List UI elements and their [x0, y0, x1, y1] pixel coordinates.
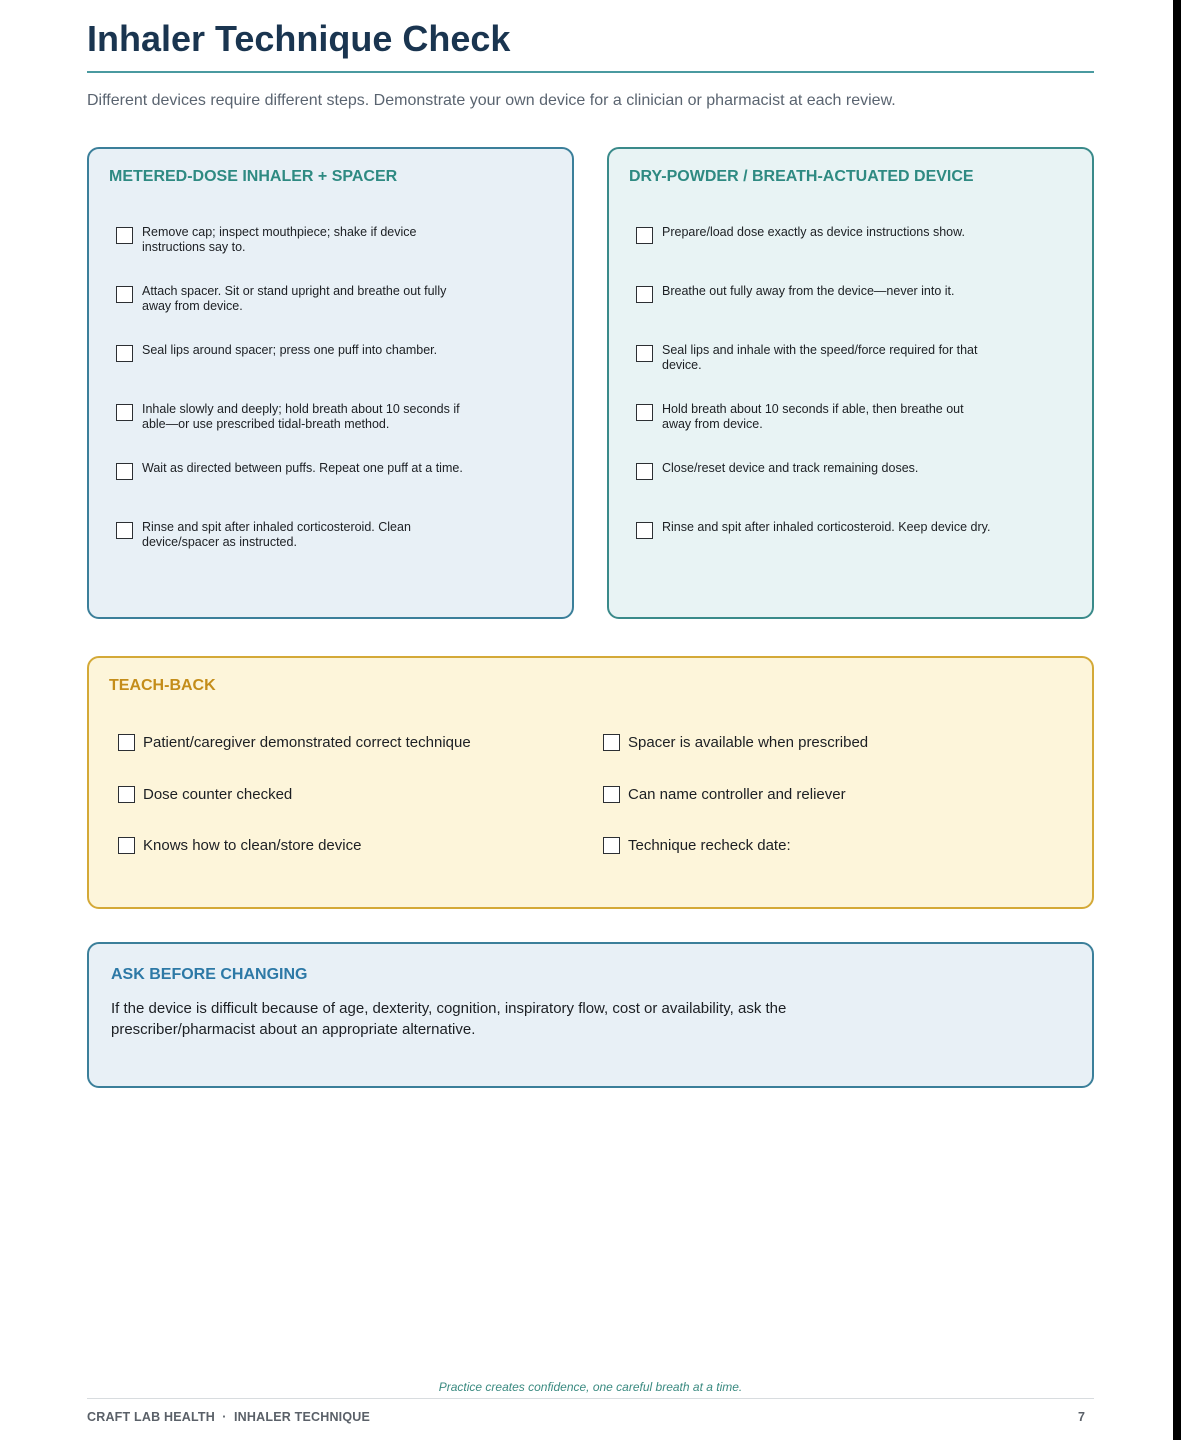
step-text: Inhale slowly and deeply; hold breath about 10 seconds if able—or use prescribed tidal-breath method. — [142, 402, 460, 431]
dry-powder-card — [607, 147, 1094, 619]
teach-back-item[interactable] — [603, 837, 791, 854]
teach-back-label: Spacer is available when prescribed — [628, 734, 869, 751]
step-text: Prepare/load dose exactly as device instructions show. — [662, 225, 965, 239]
teach-back-item[interactable] — [118, 786, 292, 803]
step-text: Attach spacer. Sit or stand upright and breathe out fully away from device. — [142, 284, 447, 313]
dry-powder-title: DRY-POWDER / BREATH-ACTUATED DEVICE — [629, 168, 974, 185]
teach-back-title: TEACH-BACK — [109, 677, 216, 694]
dry-powder-step[interactable] — [636, 520, 1076, 539]
step-text: Breathe out fully away from the device—never into it. — [662, 284, 955, 298]
footer-brand: CRAFT LAB HEALTH · INHALER TECHNIQUE — [87, 1410, 371, 1424]
metered-dose-step[interactable] — [116, 225, 556, 255]
step-text: Hold breath about 10 seconds if able, then breathe out away from device. — [662, 402, 964, 431]
checkbox[interactable] — [118, 734, 135, 751]
checkbox[interactable] — [116, 404, 133, 421]
checkbox[interactable] — [116, 522, 133, 539]
step-text: Wait as directed between puffs. Repeat one puff at a time. — [142, 461, 463, 475]
teach-back-label: Knows how to clean/store device — [143, 837, 362, 854]
step-text: Seal lips and inhale with the speed/force required for that device. — [662, 343, 978, 372]
ask-before-changing-card — [87, 942, 1094, 1088]
teach-back-label: Can name controller and reliever — [628, 786, 846, 803]
checkbox[interactable] — [636, 522, 653, 539]
metered-dose-step[interactable] — [116, 520, 556, 550]
step-text: Rinse and spit after inhaled corticosteroid. Keep device dry. — [662, 520, 991, 534]
ask-body: If the device is difficult because of age, dexterity, cognition, inspiratory flow, cost or availability, ask the prescriber/pharmacist about an appropriate alternative. — [111, 1000, 787, 1038]
checkbox[interactable] — [118, 786, 135, 803]
teach-back-label: Dose counter checked — [143, 786, 293, 803]
checkbox[interactable] — [603, 786, 620, 803]
metered-dose-step[interactable] — [116, 402, 556, 432]
checkbox[interactable] — [603, 734, 620, 751]
step-text: Seal lips around spacer; press one puff into chamber. — [142, 343, 438, 357]
checkbox[interactable] — [116, 227, 133, 244]
metered-dose-step[interactable] — [116, 343, 556, 362]
dry-powder-step[interactable] — [636, 343, 1076, 373]
checkbox[interactable] — [116, 286, 133, 303]
teach-back-label: Technique recheck date: — [628, 837, 791, 854]
step-text: Close/reset device and track remaining doses. — [662, 461, 919, 475]
page-number: 7 — [1078, 1410, 1085, 1424]
checkbox[interactable] — [116, 463, 133, 480]
step-text: Rinse and spit after inhaled corticosteroid. Clean device/spacer as instructed. — [142, 520, 411, 549]
footer-tagline: Practice creates confidence, one careful breath at a time. — [438, 1380, 743, 1394]
dry-powder-step[interactable] — [636, 402, 1076, 432]
intro-text: Different devices require different steps. Demonstrate your own device for a clinician or pharmacist at each review. — [87, 92, 896, 109]
checkbox[interactable] — [636, 463, 653, 480]
step-text: Remove cap; inspect mouthpiece; shake if device instructions say to. — [142, 225, 417, 254]
dry-powder-step[interactable] — [636, 225, 1076, 244]
metered-dose-step[interactable] — [116, 461, 556, 480]
teach-back-card — [87, 656, 1094, 909]
checkbox[interactable] — [118, 837, 135, 854]
title-divider — [87, 71, 1094, 73]
dry-powder-step[interactable] — [636, 461, 1076, 480]
teach-back-label: Patient/caregiver demonstrated correct technique — [143, 734, 471, 751]
checkbox[interactable] — [636, 227, 653, 244]
checkbox[interactable] — [636, 404, 653, 421]
page-title: Inhaler Technique Check — [87, 18, 511, 59]
checkbox[interactable] — [636, 345, 653, 362]
teach-back-item[interactable] — [603, 786, 846, 803]
teach-back-item[interactable] — [603, 734, 868, 751]
checkbox[interactable] — [603, 837, 620, 854]
ask-title: ASK BEFORE CHANGING — [111, 966, 308, 983]
teach-back-item[interactable] — [118, 837, 361, 854]
metered-dose-card — [87, 147, 574, 619]
metered-dose-step[interactable] — [116, 284, 556, 314]
metered-dose-title: METERED-DOSE INHALER + SPACER — [109, 168, 398, 185]
dry-powder-step[interactable] — [636, 284, 1076, 303]
checkbox[interactable] — [636, 286, 653, 303]
footer-divider — [87, 1398, 1094, 1399]
teach-back-item[interactable] — [118, 734, 471, 751]
checkbox[interactable] — [116, 345, 133, 362]
